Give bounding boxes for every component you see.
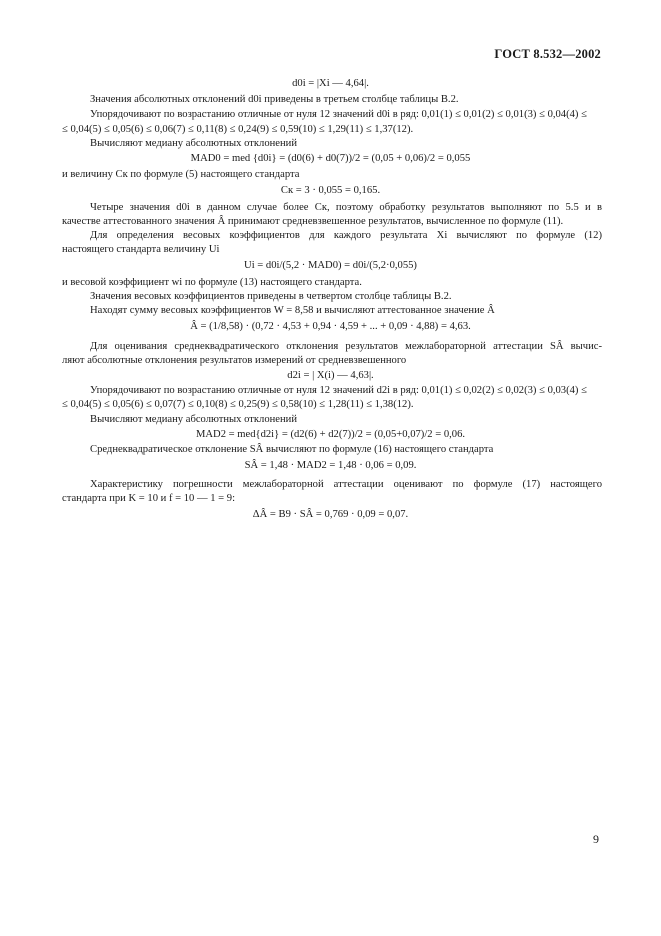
paragraph-line: качестве аттестованного значения Â принимают средневзвешенное результатов, вычисленное по формуле (11).: [62, 216, 564, 227]
paragraph-line: и величину Ск по формуле (5) настоящего стандарта: [62, 169, 300, 180]
formula-d2: d2i = | X(i) — 4,63|.: [287, 370, 374, 381]
paragraph-line: Упорядочивают по возрастанию отличные от нуля 12 значений d0i в ряд: 0,01(1) ≤ 0,01(2) ≤ 0,01(3) ≤ 0,04(4) ≤: [90, 109, 587, 120]
paragraph-line: ≤ 0,04(5) ≤ 0,05(6) ≤ 0,06(7) ≤ 0,11(8) ≤ 0,24(9) ≤ 0,59(10) ≤ 1,29(11) ≤ 1,37(12).: [62, 124, 414, 135]
paragraph-line: Характеристику погрешности межлабораторной аттестации оценивают по формуле (17) настоящего: [90, 479, 602, 490]
paragraph-line: Упорядочивают по возрастанию отличные от нуля 12 значений d2i в ряд: 0,01(1) ≤ 0,02(2) ≤ 0,02(3) ≤ 0,03(4) ≤: [90, 385, 587, 396]
paragraph-line: ляют абсолютные отклонения результатов измерений от средневзвешенного: [62, 355, 407, 366]
paragraph-line: и весовой коэффициент wi по формуле (13) настоящего стандарта.: [62, 277, 362, 288]
formula-d0: d0i = |Xi — 4,64|.: [292, 78, 369, 89]
formula-mad0: MAD0 = med {d0i} = (d0(6) + d0(7))/2 = (0,05 + 0,06)/2 = 0,055: [190, 153, 471, 164]
paragraph-line: настоящего стандарта величину Ui: [62, 244, 220, 255]
paragraph-line: Среднеквадратическое отклонение SÂ вычисляют по формуле (16) настоящего стандарта: [90, 444, 494, 455]
formula-mad2: MAD2 = med{d2i} = (d2(6) + d2(7))/2 = (0,05+0,07)/2 = 0,06.: [195, 429, 466, 440]
formula-delta: ΔÂ = B9 · SÂ = 0,769 · 0,09 = 0,07.: [252, 509, 409, 520]
paragraph-line: Для оценивания среднеквадратического отклонения результатов межлабораторной аттестации SÂ вычис-: [90, 341, 602, 352]
paragraph-line: Значения весовых коэффициентов приведены в четвертом столбце таблицы В.2.: [90, 291, 452, 302]
page-number: 9: [593, 832, 599, 846]
paragraph-line: Вычисляют медиану абсолютных отклонений: [90, 138, 298, 149]
paragraph-line: ≤ 0,04(5) ≤ 0,05(6) ≤ 0,07(7) ≤ 0,10(8) ≤ 0,25(9) ≤ 0,58(10) ≤ 1,28(11) ≤ 1,38(12).: [62, 399, 414, 410]
paragraph-line: Значения абсолютных отклонений d0i приведены в третьем столбце таблицы В.2.: [90, 94, 459, 105]
formula-ui: Ui = d0i/(5,2 · MAD0) = d0i/(5,2·0,055): [244, 260, 417, 271]
formula-a: Â = (1/8,58) · (0,72 · 4,53 + 0,94 · 4,59 + ... + 0,09 · 4,88) = 4,63.: [190, 321, 471, 332]
paragraph-line: Находят сумму весовых коэффициентов W = 8,58 и вычисляют аттестованное значение Â: [90, 305, 495, 316]
paragraph-line: Вычисляют медиану абсолютных отклонений: [90, 414, 298, 425]
document-header: ГОСТ 8.532—2002: [494, 47, 601, 61]
formula-sa: SÂ = 1,48 · MAD2 = 1,48 · 0,06 = 0,09.: [244, 460, 417, 471]
paragraph-line: Для определения весовых коэффициентов для каждого результата Xi вычисляют по формуле (12): [90, 230, 602, 241]
paragraph-line: стандарта при K = 10 и f = 10 — 1 = 9:: [62, 493, 236, 504]
formula-ck: Ск = 3 · 0,055 = 0,165.: [280, 185, 381, 196]
paragraph-line: Четыре значения d0i в данном случае более Ск, поэтому обработку результатов выполняют по 5.5 и в: [90, 202, 602, 213]
